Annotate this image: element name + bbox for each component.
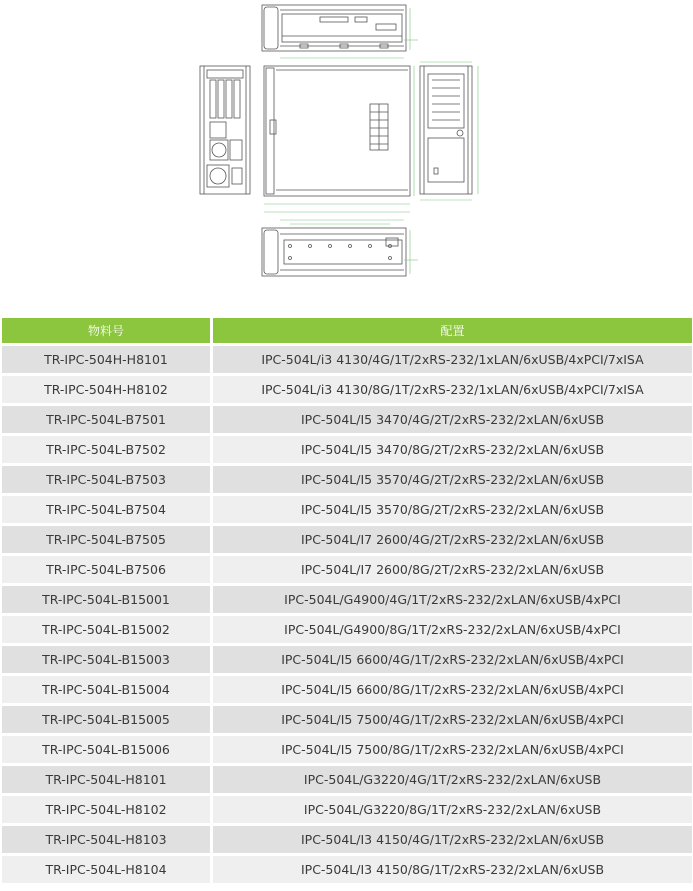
part-number-cell: TR-IPC-504L-B7501 <box>2 406 210 433</box>
table-row <box>2 856 692 883</box>
header-configuration: 配置 <box>210 318 692 343</box>
part-number-cell: TR-IPC-504L-H8101 <box>2 766 210 793</box>
configuration-cell: IPC-504L/I3 4150/8G/1T/2xRS-232/2xLAN/6xUSB <box>210 856 692 883</box>
configuration-cell: IPC-504L/i3 4130/4G/1T/2xRS-232/1xLAN/6xUSB/4xPCI/7xISA <box>210 346 692 373</box>
table-row <box>2 526 692 553</box>
configuration-cell: IPC-504L/i3 4130/8G/1T/2xRS-232/1xLAN/6xUSB/4xPCI/7xISA <box>210 376 692 403</box>
configuration-cell: IPC-504L/I7 2600/4G/2T/2xRS-232/2xLAN/6xUSB <box>210 526 692 553</box>
table-row <box>2 796 692 823</box>
table-row <box>2 616 692 643</box>
table-row <box>2 766 692 793</box>
part-number-cell: TR-IPC-504L-H8104 <box>2 856 210 883</box>
header-part-number: 物料号 <box>2 318 210 343</box>
configuration-cell: IPC-504L/I5 6600/8G/1T/2xRS-232/2xLAN/6xUSB/4xPCI <box>210 676 692 703</box>
part-number-cell: TR-IPC-504L-B15005 <box>2 706 210 733</box>
part-number-cell: TR-IPC-504L-B7502 <box>2 436 210 463</box>
configuration-cell: IPC-504L/I5 3470/4G/2T/2xRS-232/2xLAN/6xUSB <box>210 406 692 433</box>
part-number-cell: TR-IPC-504L-H8103 <box>2 826 210 853</box>
part-number-cell: TR-IPC-504L-B7505 <box>2 526 210 553</box>
table-row <box>2 376 692 403</box>
configuration-cell: IPC-504L/I5 7500/4G/1T/2xRS-232/2xLAN/6xUSB/4xPCI <box>210 706 692 733</box>
chassis-technical-drawing <box>0 0 693 300</box>
table-row <box>2 436 692 463</box>
table-row <box>2 406 692 433</box>
table-row <box>2 586 692 613</box>
part-number-cell: TR-IPC-504L-B15001 <box>2 586 210 613</box>
configuration-cell: IPC-504L/G3220/8G/1T/2xRS-232/2xLAN/6xUSB <box>210 796 692 823</box>
table-row <box>2 826 692 853</box>
side-view-drawing <box>264 66 410 196</box>
top-view-drawing <box>262 5 406 51</box>
table-row <box>2 346 692 373</box>
table-row <box>2 466 692 493</box>
configuration-cell: IPC-504L/I3 4150/4G/1T/2xRS-232/2xLAN/6xUSB <box>210 826 692 853</box>
table-row <box>2 676 692 703</box>
part-number-cell: TR-IPC-504L-B7506 <box>2 556 210 583</box>
table-row <box>2 556 692 583</box>
configuration-cell: IPC-504L/I5 6600/4G/1T/2xRS-232/2xLAN/6xUSB/4xPCI <box>210 646 692 673</box>
table-row <box>2 496 692 523</box>
rear-view-drawing <box>200 66 250 194</box>
configuration-cell: IPC-504L/I7 2600/8G/2T/2xRS-232/2xLAN/6xUSB <box>210 556 692 583</box>
configuration-cell: IPC-504L/I5 3470/8G/2T/2xRS-232/2xLAN/6xUSB <box>210 436 692 463</box>
table-header-row <box>2 318 692 343</box>
configuration-cell: IPC-504L/I5 7500/8G/1T/2xRS-232/2xLAN/6xUSB/4xPCI <box>210 736 692 763</box>
front-view-drawing <box>420 66 472 194</box>
configuration-cell: IPC-504L/I5 3570/4G/2T/2xRS-232/2xLAN/6xUSB <box>210 466 692 493</box>
configuration-cell: IPC-504L/G4900/8G/1T/2xRS-232/2xLAN/6xUSB/4xPCI <box>210 616 692 643</box>
part-number-cell: TR-IPC-504L-B7504 <box>2 496 210 523</box>
part-number-cell: TR-IPC-504L-H8102 <box>2 796 210 823</box>
configuration-cell: IPC-504L/G3220/4G/1T/2xRS-232/2xLAN/6xUSB <box>210 766 692 793</box>
bottom-view-drawing <box>262 228 406 276</box>
part-number-cell: TR-IPC-504L-B15002 <box>2 616 210 643</box>
table-row <box>2 646 692 673</box>
part-number-cell: TR-IPC-504L-B15004 <box>2 676 210 703</box>
configuration-cell: IPC-504L/I5 3570/8G/2T/2xRS-232/2xLAN/6xUSB <box>210 496 692 523</box>
part-number-cell: TR-IPC-504H-H8101 <box>2 346 210 373</box>
part-number-cell: TR-IPC-504L-B15006 <box>2 736 210 763</box>
configuration-cell: IPC-504L/G4900/4G/1T/2xRS-232/2xLAN/6xUSB/4xPCI <box>210 586 692 613</box>
part-number-cell: TR-IPC-504L-B7503 <box>2 466 210 493</box>
table-row <box>2 736 692 763</box>
part-number-cell: TR-IPC-504L-B15003 <box>2 646 210 673</box>
part-number-cell: TR-IPC-504H-H8102 <box>2 376 210 403</box>
product-config-table <box>2 315 692 886</box>
table-row <box>2 706 692 733</box>
